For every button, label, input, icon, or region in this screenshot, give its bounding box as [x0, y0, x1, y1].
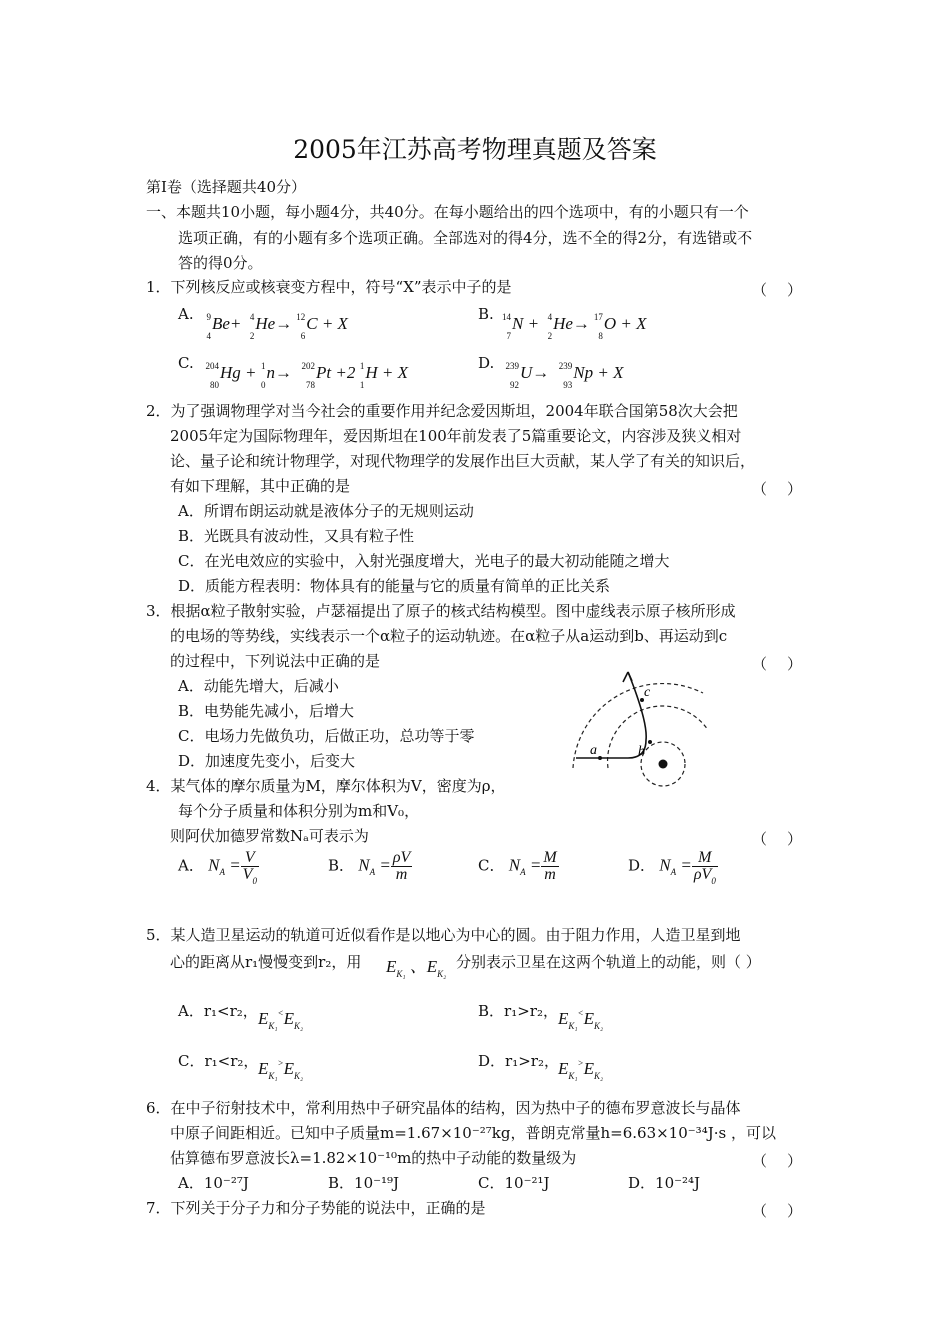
q2-option-a: A．所谓布朗运动就是液体分子的无规则运动	[178, 502, 474, 520]
q2-answer-paren: （）	[752, 480, 823, 498]
q6-option-a: A．10⁻²⁷J	[178, 1174, 249, 1192]
q4-option-c: C． $N_A$ = $\frac{M}{m}$	[478, 849, 557, 883]
q5-option-b-relation: $E_{K_1}^<E_{K_2}$	[558, 1008, 604, 1031]
q4-option-b: B． $N_A$ = $\frac{\rho V}{m}$	[328, 849, 411, 883]
q3-stem-line-2: 的电场的等势线，实线表示一个α粒子的运动轨迹。在α粒子从a运动到b、再运动到c	[170, 627, 728, 645]
q4-option-c-label: C．	[478, 856, 505, 875]
q5-stem-line-3: 分别表示卫星在这两个轨道上的动能，则（ ）	[456, 953, 761, 971]
q1-option-b-label: B.	[478, 305, 494, 323]
q1-answer-paren: （）	[752, 281, 823, 299]
q5-option-d-relation: $E_{K_1}^>E_{K_2}$	[558, 1058, 604, 1081]
q3-option-a: A．动能先增大，后减小	[178, 677, 339, 695]
q6-option-c: C．10⁻²¹J	[478, 1174, 550, 1192]
q5-stem-line-2: 心的距离从r₁慢慢变到r₂，用	[170, 953, 362, 971]
q1-option-a-equation: 9 4 Be+ 4 2 He→ 12 6 C + X	[206, 312, 348, 342]
q4-stem-line-3: 则阿伏加德罗常数Nₐ可表示为	[170, 827, 369, 845]
q6-stem-line-1: 6．在中子衍射技术中，常利用热中子研究晶体的结构，因为热中子的德布罗意波长与晶体	[146, 1099, 741, 1117]
q5-option-c-label: C．r₁<r₂，	[178, 1052, 259, 1070]
q3-option-d: D．加速度先变小，后变大	[178, 752, 356, 770]
q2-stem-line-4: 有如下理解，其中正确的是	[170, 477, 351, 495]
q3-option-b: B．电势能先减小，后增大	[178, 702, 355, 720]
q5-stem-line-1: 5．某人造卫星运动的轨道可近似看作是以地心为中心的圆。由于阻力作用，人造卫星到地	[146, 926, 741, 944]
q3-stem-line-3: 的过程中，下列说法中正确的是	[170, 652, 381, 670]
q3-answer-paren: （）	[752, 655, 823, 673]
q7-stem: 7．下列关于分子力和分子势能的说法中，正确的是	[146, 1199, 486, 1217]
q3-stem-line-1: 3．根据α粒子散射实验，卢瑟福提出了原子的核式结构模型。图中虚线表示原子核所形成	[146, 602, 736, 620]
q3-alpha-scattering-figure	[568, 660, 728, 800]
q4-option-b-label: B．	[328, 856, 355, 875]
q4-stem-line-2: 每个分子质量和体积分别为m和V₀，	[178, 802, 420, 820]
q1-option-c-equation: 204 80 Hg + 1 0 n→ 202 78 Pt +2 1 1 H + X	[205, 361, 408, 391]
label-b: b	[638, 744, 645, 759]
q5-option-a-label: A．r₁<r₂，	[178, 1002, 258, 1020]
q2-option-b: B．光既具有波动性，又具有粒子性	[178, 527, 415, 545]
q2-stem-line-1: 2．为了强调物理学对当今社会的重要作用并纪念爱因斯坦，2004年联合国第58次大会把	[146, 402, 738, 420]
q5-ek-symbols: $E_{K_1}$ 、$E_{K_2}$	[386, 957, 447, 979]
label-c: c	[644, 685, 651, 700]
q6-option-d: D．10⁻²⁴J	[628, 1174, 701, 1192]
instruction-line-3: 答的得0分。	[178, 254, 263, 272]
page-title: 2005年江苏高考物理真题及答案	[293, 135, 657, 164]
q5-option-a-relation: $E_{K_1}^<E_{K_2}$	[258, 1008, 304, 1031]
instruction-line-1: 一、本题共10小题，每小题4分，共40分。在每小题给出的四个选项中，有的小题只有一个	[146, 203, 749, 221]
q1-option-a-label: A.	[178, 305, 194, 323]
alpha-trajectory	[576, 672, 646, 758]
q4-answer-paren: （）	[752, 830, 823, 848]
q2-option-d: D．质能方程表明：物体具有的能量与它的质量有简单的正比关系	[178, 577, 611, 595]
q6-stem-line-2: 中原子间距相近。已知中子质量m=1.67×10⁻²⁷kg，普朗克常量h=6.63×10⁻³⁴J·s ，可以	[170, 1124, 776, 1142]
nucleus-dot	[659, 760, 668, 769]
q6-stem-line-3: 估算德布罗意波长λ=1.82×10⁻¹⁰m的热中子动能的数量级为	[170, 1149, 577, 1167]
q1-option-d-equation: 239 92 U→ 239 93 Np + X	[505, 361, 624, 391]
point-a	[598, 756, 602, 760]
q3-option-c: C．电场力先做负功，后做正功，总功等于零	[178, 727, 475, 745]
q1-option-c-label: C.	[178, 354, 194, 372]
q4-stem-line-1: 4．某气体的摩尔质量为M，摩尔体积为V，密度为ρ，	[146, 777, 506, 795]
q4-option-d-label: D．	[628, 856, 656, 875]
instruction-line-2: 选项正确，有的小题有多个选项正确。全部选对的得4分，选不全的得2分，有选错或不	[178, 229, 753, 247]
label-a: a	[590, 743, 597, 758]
q2-stem-line-3: 论、量子论和统计物理学，对现代物理学的发展作出巨大贡献，某人学了有关的知识后，	[170, 452, 756, 470]
q4-option-a: A． $N_A$ = $\frac{V}{V_0}$	[178, 849, 257, 886]
q4-option-d: D． $N_A$ = $\frac{M}{\rho V_0}$	[628, 849, 716, 886]
q1-stem: 1．下列核反应或核衰变方程中，符号“X”表示中子的是	[146, 278, 512, 296]
section-title: 第Ⅰ卷（选择题共40分）	[146, 178, 307, 196]
q6-option-b: B．10⁻¹⁹J	[328, 1174, 400, 1192]
q4-option-a-label: A．	[178, 856, 204, 875]
q1-option-d-label: D.	[478, 354, 495, 372]
q5-option-d-label: D．r₁>r₂，	[478, 1052, 559, 1070]
q7-answer-paren: （）	[752, 1202, 823, 1220]
q2-stem-line-2: 2005年定为国际物理年，爱因斯坦在100年前发表了5篇重要论文，内容涉及狭义相对	[170, 427, 742, 445]
point-b	[648, 740, 652, 744]
q5-option-c-relation: $E_{K_1}^>E_{K_2}$	[258, 1058, 304, 1081]
q6-answer-paren: （）	[752, 1152, 823, 1170]
q5-option-b-label: B．r₁>r₂，	[478, 1002, 558, 1020]
q2-option-c: C．在光电效应的实验中，入射光强度增大，光电子的最大初动能随之增大	[178, 552, 670, 570]
q1-option-b-equation: 14 7 N + 4 2 He→ 17 8 O + X	[502, 312, 647, 342]
